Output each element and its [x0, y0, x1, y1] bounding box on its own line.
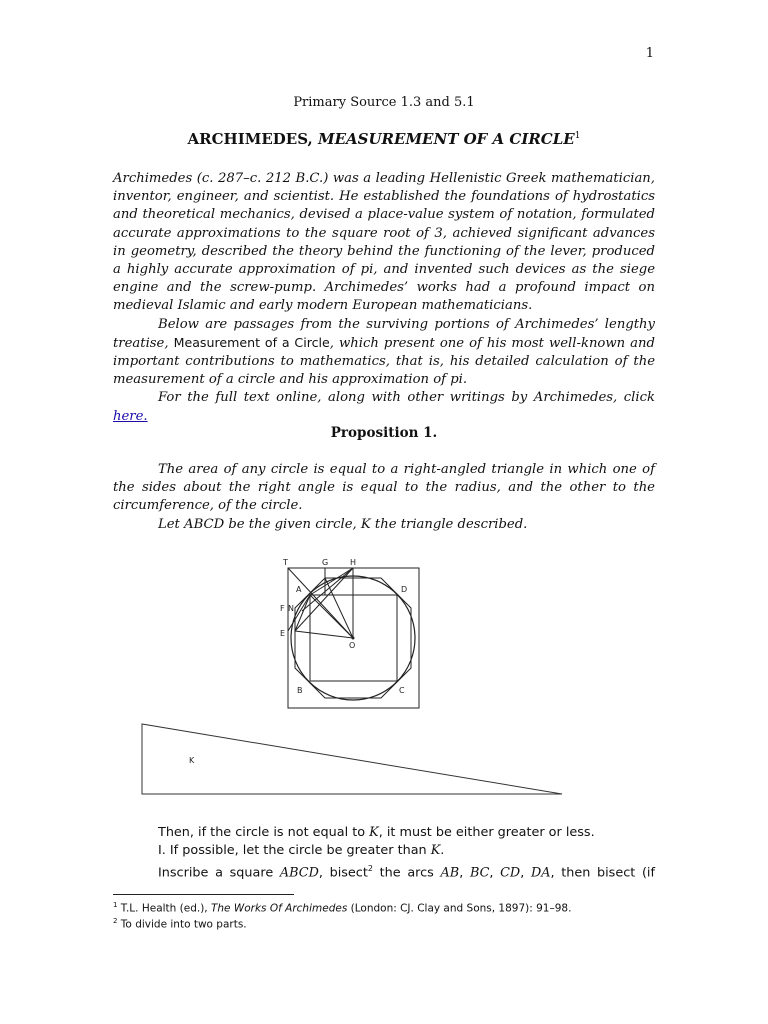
then-line-3-d: , then bisect (if: [550, 865, 655, 881]
label-d: D: [401, 585, 408, 594]
page-number: 1: [645, 46, 654, 61]
label-h: H: [350, 558, 357, 567]
footnote-2: [113, 917, 247, 931]
then-line-2: [113, 842, 655, 860]
then-line-1-b: , it must be either greater or less.: [378, 825, 595, 840]
footnote-1: [113, 901, 571, 915]
then-line-3-comma-3: ,: [520, 865, 531, 881]
title-footnote-mark[interactable]: 1: [574, 131, 581, 141]
footnote-divider: [113, 894, 294, 895]
label-c: C: [399, 686, 405, 695]
here-link[interactable]: here.: [113, 408, 148, 424]
intro-block: [113, 170, 655, 426]
then-block: [113, 824, 655, 883]
label-o: O: [349, 641, 356, 650]
then-line-2-a: I. If possible, let the circle be greater than: [158, 843, 431, 859]
triangle-k: [142, 724, 562, 794]
label-g: G: [322, 558, 329, 567]
then-line-3-ab: AB: [440, 865, 460, 881]
footnote-1-work: The Works Of Archimedes: [210, 902, 348, 915]
then-line-3-bc: BC: [469, 865, 490, 881]
triangle-k-figure: [140, 720, 570, 800]
passages-before: Below are passages from the surviving portions of Archimedes’ lengthy treatise,: [113, 316, 655, 351]
then-line-1: [113, 824, 655, 842]
intro-paragraph: Archimedes (c. 287–c. 212 B.C.) was a leading Hellenistic Greek mathematician, inventor, engineer, and scientist. He established the foundations of hydrostatics and theoretical mechanics, devised a place-value system of notation, formulated accurate approximations to the square root of 3, achieved significant advances in geometry, described the theory behind the functioning of the lever, produced a highly accurate approximation of pi, and invented such devices as the siege engine and the screw-pump. Archimedes’ works had a profound impact on medieval Islamic and early modern European mathematicians.: [113, 171, 655, 314]
footnote-1-publisher: (London: CJ. Clay and Sons, 1897): 91–98.: [347, 902, 572, 915]
then-line-2-k: K: [430, 843, 441, 859]
then-line-3-comma-2: ,: [489, 865, 501, 881]
label-n: N: [288, 604, 294, 613]
full-text-paragraph: [113, 389, 655, 425]
footnote-1-text: T.L. Health (ed.),: [117, 902, 211, 915]
then-line-3-comma-1: ,: [459, 865, 470, 881]
title-main: ARCHIMEDES,: [187, 130, 318, 148]
then-line-3: [113, 860, 655, 882]
then-line-3-da: DA: [530, 865, 551, 881]
label-b: B: [297, 686, 303, 695]
footnote-2-text: To divide into two parts.: [117, 918, 247, 931]
title-italic: MEASUREMENT OF A CIRCLE: [317, 130, 575, 148]
then-line-3-abcd: ABCD: [279, 865, 319, 881]
page-title: [0, 130, 768, 148]
proposition-text: The area of any circle is equal to a right-angled triangle in which one of the sides about the right angle is equal to the radius, and the other to the circumference, of the circle.: [113, 462, 655, 514]
then-line-3-c: the arcs: [372, 865, 441, 881]
let-text: Let ABCD be the given circle, K the triangle described.: [158, 516, 528, 532]
proposition-heading: Proposition 1.: [330, 425, 438, 441]
passages-paragraph: [113, 316, 655, 390]
then-line-3-a: Inscribe a square: [158, 865, 280, 881]
then-line-1-k: K: [369, 825, 379, 840]
label-a: A: [296, 585, 302, 594]
circle-square-figure: [280, 556, 425, 716]
then-line-3-cd: CD: [500, 865, 521, 881]
label-f: F: [280, 604, 285, 613]
subtitle: Primary Source 1.3 and 5.1: [293, 95, 475, 110]
footnote-1-mark: 1: [113, 901, 118, 909]
then-line-1-a: Then, if the circle is not equal to: [158, 825, 370, 840]
footnote-mark-2[interactable]: 2: [367, 864, 373, 874]
label-e: E: [280, 629, 286, 638]
proposition-block: [113, 461, 655, 534]
full-text-label: For the full text online, along with other writings by Archimedes, click: [158, 390, 655, 406]
passages-after: , which present one of his most well-known and important contributions to mathematics, that is, his detailed calculation of the measurement of a circle and his approximation of pi.: [113, 335, 655, 388]
label-t: T: [283, 558, 288, 567]
label-k: K: [189, 756, 195, 765]
then-line-3-b: , bisect: [318, 865, 368, 881]
work-title: Measurement of a Circle: [173, 334, 330, 350]
then-line-2-b: .: [440, 843, 445, 859]
footnote-2-mark: 2: [113, 917, 118, 925]
